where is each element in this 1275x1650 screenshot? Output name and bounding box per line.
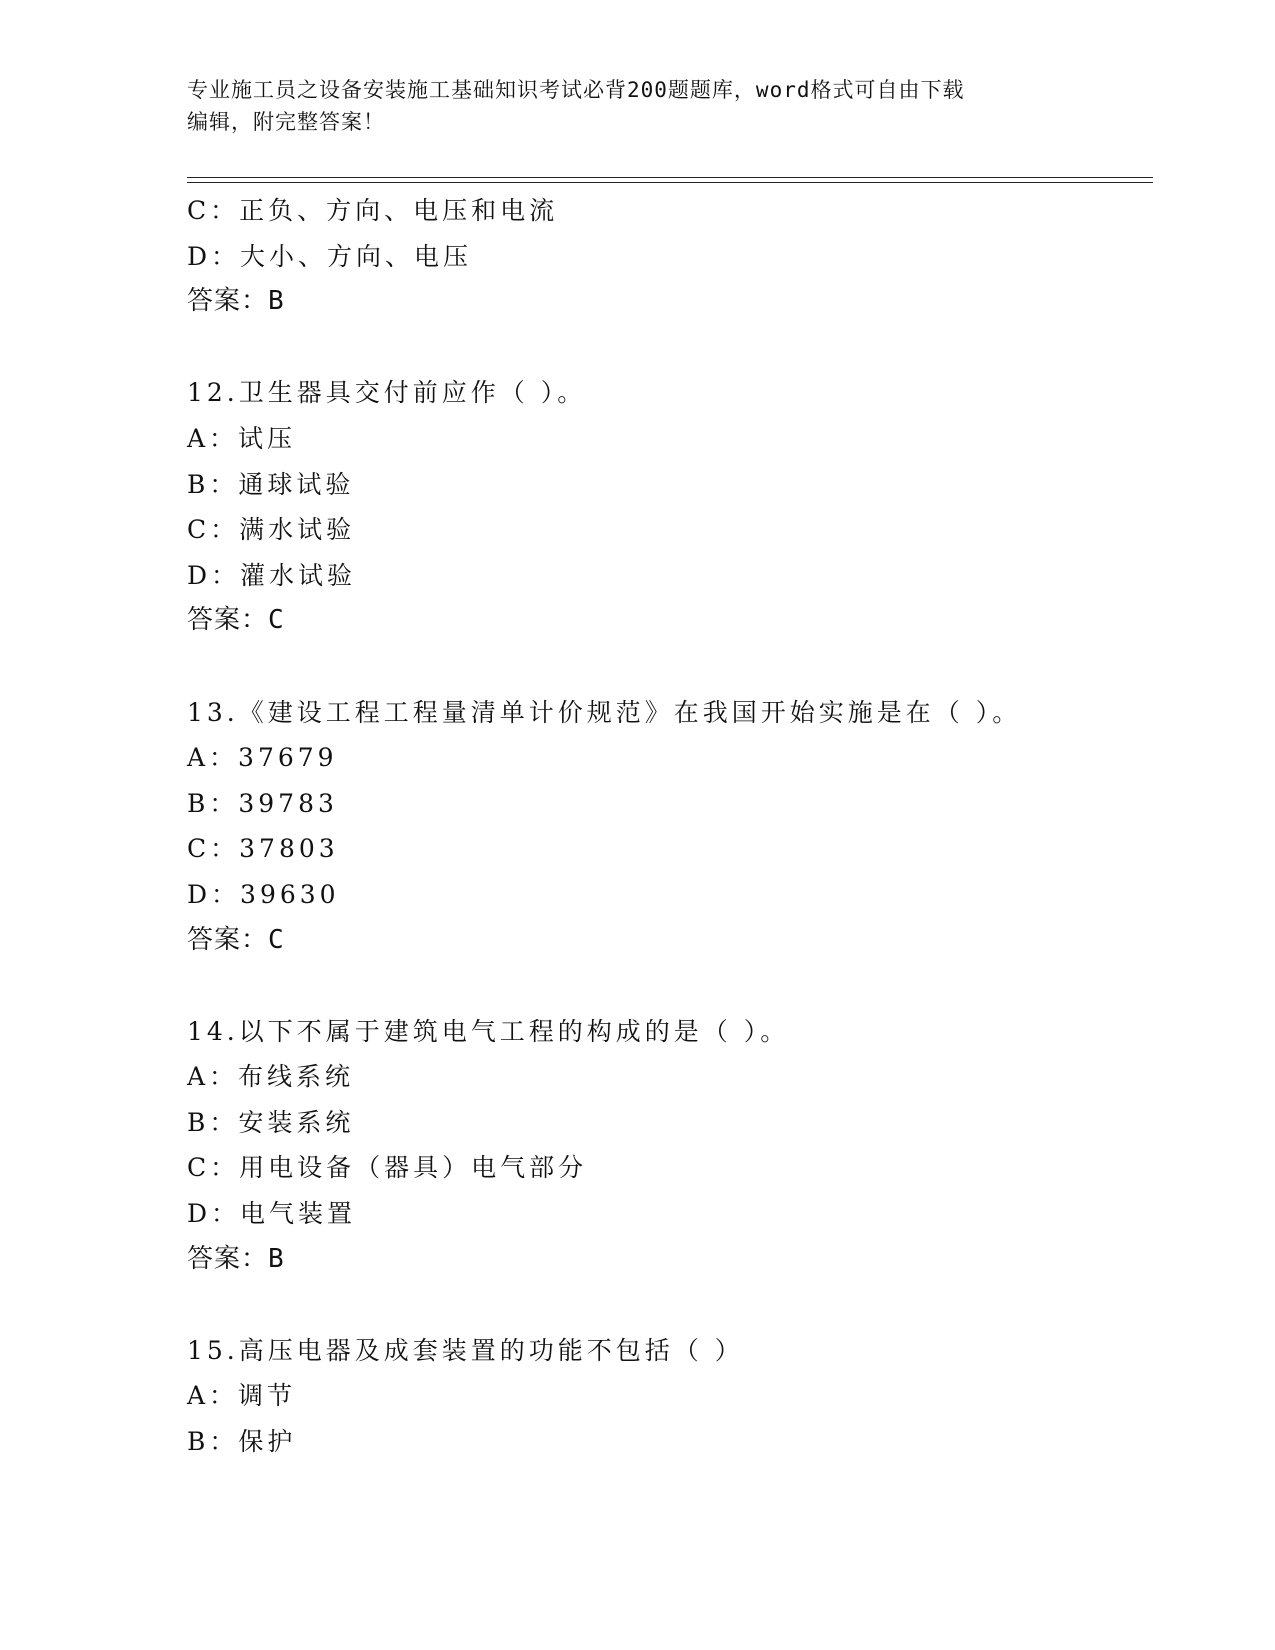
question-stem: 13.《建设工程工程量清单计价规范》在我国开始实施是在（ ）。 (187, 697, 1022, 727)
option-b: B：通球试验 (187, 469, 355, 499)
question-13 (187, 690, 1153, 964)
question-list (187, 188, 1153, 1465)
option-d: D：电气装置 (187, 1199, 357, 1229)
option-a: A：试压 (187, 423, 297, 453)
option-b: B：安装系统 (187, 1107, 355, 1137)
header-line-2: 编辑，附完整答案！ (187, 110, 385, 134)
header-divider-top (187, 177, 1153, 178)
option-a: A：调节 (187, 1381, 297, 1411)
question-stem: 14.以下不属于建筑电气工程的构成的是（ ）。 (187, 1016, 790, 1046)
answer-line: 答案：C (187, 605, 285, 636)
spacer (187, 1282, 1153, 1328)
question-stem: 15.高压电器及成套装置的功能不包括（ ） (187, 1335, 744, 1365)
document-header (187, 74, 1067, 138)
option-d: D：灌水试验 (187, 560, 357, 590)
header-line-1: 专业施工员之设备安装施工基础知识考试必背200题题库，word格式可自由下载 (187, 78, 965, 102)
answer-line: 答案：B (187, 1243, 285, 1274)
option-c: C：正负、方向、电压和电流 (187, 196, 559, 225)
option-d: D：大小、方向、电压 (187, 241, 473, 271)
answer-line: 答案：C (187, 924, 285, 955)
option-d: D：39630 (187, 879, 340, 909)
option-c: C：用电设备（器具）电气部分 (187, 1153, 588, 1183)
answer-line: 答案：B (187, 286, 285, 317)
option-b: B：保护 (187, 1427, 297, 1457)
question-fragment (187, 188, 1153, 325)
option-c: C：满水试验 (187, 515, 356, 545)
question-12 (187, 370, 1153, 644)
spacer (187, 644, 1153, 690)
spacer (187, 963, 1153, 1009)
question-14 (187, 1009, 1153, 1283)
option-b: B：39783 (187, 788, 338, 818)
option-a: A：布线系统 (187, 1062, 355, 1092)
question-15 (187, 1328, 1153, 1465)
option-c: C：37803 (187, 834, 339, 864)
option-a: A：37679 (187, 743, 338, 773)
question-stem: 12.卫生器具交付前应作（ ）。 (187, 378, 587, 408)
spacer (187, 325, 1153, 371)
header-divider-bottom (187, 182, 1153, 183)
